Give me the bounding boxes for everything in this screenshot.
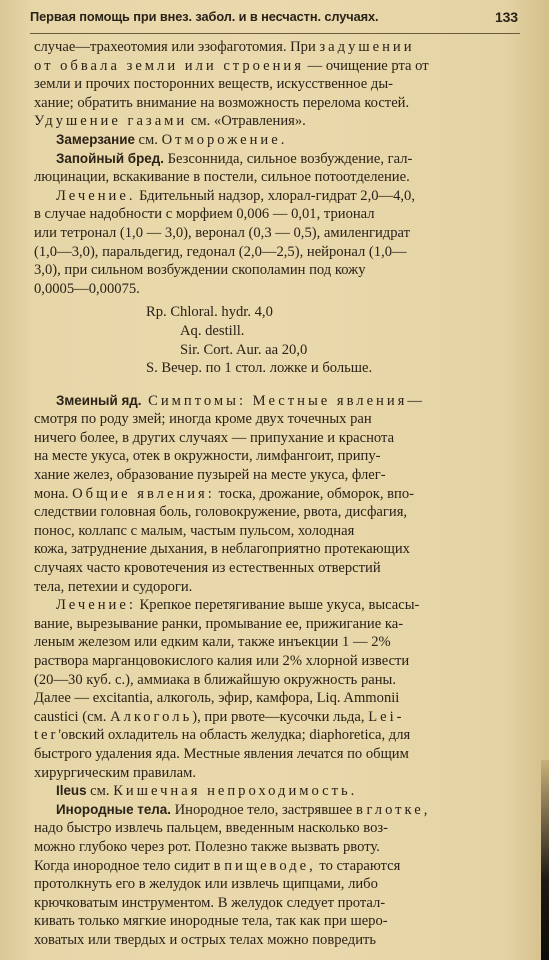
paragraph-treatment-delirium: Лечение. Бдительный надзор, хлорал-гидрат 2,0—4,0, в случае надобности с морфием 0,006 — 0,01, трионал или тетронал (1,0 — 3,0), веронал (0,3 — 0,5), амиленгидрат (1,0—3,0), паральдегид, гедонал (2,0—2,5), нейронал (1,0— 3,0), при сильном возбуждении скополамин под кожу 0,0005—0,00075. [34, 187, 416, 297]
entry-snake-venom: Змеиный яд. Симптомы: Местные явления— смотря по роду змей; иногда кроме двух точечных ран ничего более, в других случаях — припухание и краснота на месте укуса, отек в окружности, лимфангоит, припу- хание желез, образование пузырей на месте укуса, флег- мона. Общие явления: тоска, дрожание, обморок, впо- следствии головная боль, головокружение, рвота, дисфагия, понос, коллапс с малым, частым пульсом, холодная кожа, затруднение дыхания, в неблагоприятно протекающих случаях часто кровотечения из естественных отверстий тела, петехии и судороги. [34, 392, 425, 595]
prescription: Rp. Chloral. hydr. 4,0 Aq. destill. Sir. Cort. Aur. аа 20,0 S. Вечер. по 1 стол. ложке и больше. [146, 304, 373, 377]
header-rule [30, 33, 520, 34]
page-edge-shadow [541, 760, 549, 960]
entry-heading: Змеиный яд. [56, 392, 142, 408]
running-title: Первая помощь при внез. забол. и в несчастн. случаях. [30, 9, 379, 24]
page-number: 133 [494, 9, 518, 25]
entry-freezing: Замерзание см. Отморожение. [56, 131, 288, 148]
entry-heading: Запойный бред. [56, 150, 164, 166]
paragraph-treatment-venom: Лечение: Крепкое перетягивание выше укуса, высасы- вание, вырезывание ранки, промывание ее, прижигание ка- леным железом или едким кали, также инъекции 1 — 2% раствора марганцовокислого калия или 2% хлорной извести (20—30 куб. с.), аммиака в ближайшую окружность раны. Далее — excitantia, алкоголь, эфир, камфора, Liq. Ammonii caustici (см. Алкоголь), при рвоте—кусочки льда, Lei- ter'овский охладитель на область желудка; diaphoretica, для быстрого удаления яда. Местные явления лечатся по общим хирургическим правилам. [34, 597, 420, 781]
entry-ileus: Ileus см. Кишечная непроходимость. [56, 783, 358, 800]
entry-heading: Замерзание [56, 131, 135, 147]
running-header [30, 9, 518, 33]
entry-foreign-bodies: Инородные тела. Инородное тело, застрявшее в глотке, надо быстро извлечь пальцем, введенным насколько воз- можно глубоко через рот. Полезно также вызвать рвоту. Когда инородное тело сидит в пищеводе, то стараются протолкнуть его в желудок или извлечь щипцами, либо крючковатым инструментом. В желудок следует протал- кивать только мягкие инородные тела, так как при шеро- ховатых или твердых и острых телах можно повредить [34, 801, 431, 948]
entry-heading: Инородные тела. [56, 801, 171, 817]
body-text [34, 38, 514, 950]
entry-delirium: Запойный бред. Безсоннида, сильное возбуждение, гал- люцинации, вскакивание в постели, сильное потоотделение. [34, 150, 413, 186]
entry-heading: Ileus [56, 783, 87, 799]
paragraph-suffocation: случае—трахеотомия или эзофаготомия. При задушении от обвала земли или строения — очищение рта от земли и прочих посторонних веществ, искусственное ды- хание; обратить внимание на возможность перелома костей. Удушение газами см. «Отравления». [34, 39, 429, 130]
